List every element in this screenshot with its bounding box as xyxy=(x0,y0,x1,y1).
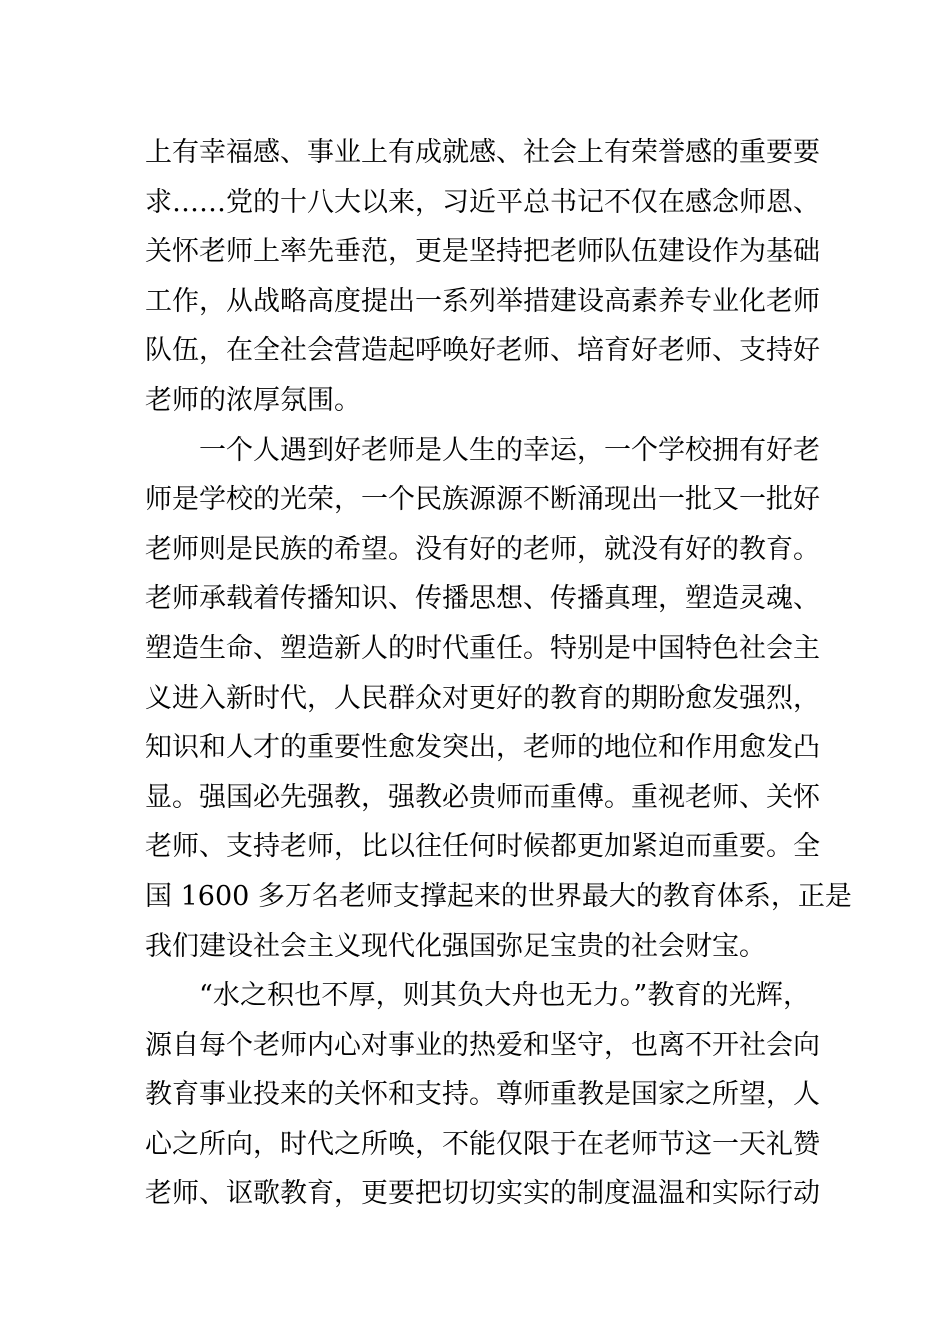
text-line: 老师、支持老师，比以往任何时候都更加紧迫而重要。全 xyxy=(145,831,820,863)
text-line: 师是学校的光荣，一个民族源源不断涌现出一批又一批好 xyxy=(145,484,820,516)
text-line: 源自每个老师内心对事业的热爱和坚守，也离不开社会向 xyxy=(145,1029,820,1061)
text-line: 义进入新时代，人民群众对更好的教育的期盼愈发强烈， xyxy=(145,682,820,714)
paragraph-first-line: “水之积也不厚，则其负大舟也无力。”教育的光辉， xyxy=(199,980,810,1012)
text-line: 塑造生命、塑造新人的时代重任。特别是中国特色社会主 xyxy=(145,632,820,664)
paragraph-first-line: 一个人遇到好老师是人生的幸运，一个学校拥有好老 xyxy=(199,434,820,466)
text-line: 知识和人才的重要性愈发突出，老师的地位和作用愈发凸 xyxy=(145,732,820,764)
text-line: 国 1600 多万名老师支撑起来的世界最大的教育体系，正是 xyxy=(145,880,852,912)
text-line: 心之所向，时代之所唤，不能仅限于在老师节这一天礼赞 xyxy=(145,1128,820,1160)
body-text xyxy=(145,128,852,1219)
text-line: 老师承载着传播知识、传播思想、传播真理，塑造灵魂、 xyxy=(145,583,820,615)
text-line: 求……党的十八大以来，习近平总书记不仅在感念师恩、 xyxy=(145,186,820,218)
text-line: 上有幸福感、事业上有成就感、社会上有荣誉感的重要要 xyxy=(145,137,820,168)
text-line: 我们建设社会主义现代化强国弥足宝贵的社会财宝。 xyxy=(145,930,766,962)
text-line: 显。强国必先强教，强教必贵师而重傅。重视老师、关怀 xyxy=(145,781,820,813)
text-line: 教育事业投来的关怀和支持。尊师重教是国家之所望，人 xyxy=(145,1079,820,1111)
text-line: 老师则是民族的希望。没有好的老师，就没有好的教育。 xyxy=(145,533,820,565)
text-line: 关怀老师上率先垂范，更是坚持把老师队伍建设作为基础 xyxy=(145,236,820,268)
text-line: 队伍，在全社会营造起呼唤好老师、培育好老师、支持好 xyxy=(145,335,820,367)
text-line: 工作，从战略高度提出一系列举措建设高素养专业化老师 xyxy=(145,285,820,317)
text-line: 老师的浓厚氛围。 xyxy=(145,384,361,416)
text-line: 老师、讴歌教育，更要把切切实实的制度温温和实际行动 xyxy=(145,1178,820,1210)
